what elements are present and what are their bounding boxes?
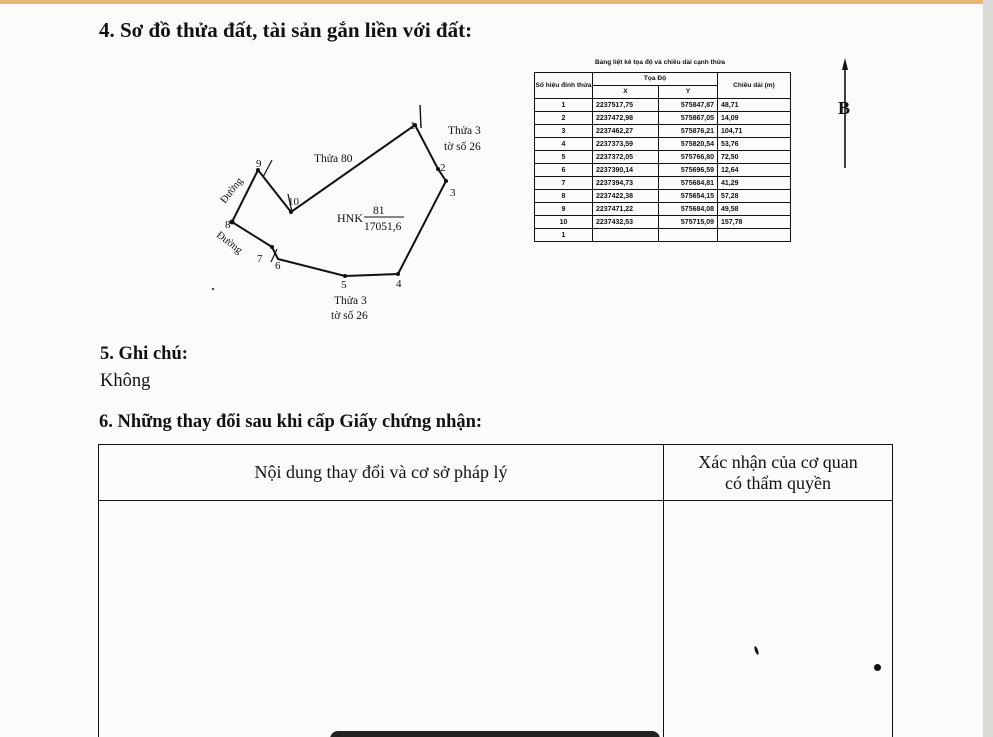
coordinate-row bbox=[535, 112, 791, 125]
coordinate-cell-x: 2237373,59 bbox=[593, 138, 659, 151]
road-label-lower: Đường bbox=[214, 229, 245, 257]
document-page bbox=[0, 4, 983, 737]
coordinate-cell-length: 72,50 bbox=[718, 151, 791, 164]
label-to-so-26-bottom: tờ số 26 bbox=[331, 310, 368, 322]
coordinate-table-title: Bảng liệt kê tọa độ và chiều dài cạnh thửa bbox=[594, 59, 726, 66]
coordinate-cell-length: 48,71 bbox=[718, 99, 791, 112]
vertex-label-7: 7 bbox=[257, 253, 263, 265]
north-label: B bbox=[838, 98, 851, 118]
land-use-code: HNK bbox=[337, 211, 363, 225]
coordinate-cell-length: 53,76 bbox=[718, 138, 791, 151]
coordinate-row bbox=[535, 203, 791, 216]
coordinate-cell-x: 2237471,22 bbox=[593, 203, 659, 216]
coordinate-row bbox=[535, 99, 791, 112]
header-x: X bbox=[593, 86, 659, 99]
vertex-label-9: 9 bbox=[256, 158, 262, 170]
parcel-boundary bbox=[232, 125, 446, 276]
coordinate-cell-x: 2237472,98 bbox=[593, 112, 659, 125]
confirmation-line-2: có thẩm quyền bbox=[725, 472, 831, 493]
coordinate-cell-point: 3 bbox=[535, 125, 593, 138]
coordinate-cell-x: 2237517,75 bbox=[593, 99, 659, 112]
coordinate-cell-point: 10 bbox=[535, 216, 593, 229]
ink-dot bbox=[874, 664, 881, 671]
section-4-heading: 4. Sơ đồ thửa đất, tài sản gắn liền với đất: bbox=[99, 18, 473, 42]
coordinate-row bbox=[535, 216, 791, 229]
coordinate-row bbox=[535, 164, 791, 177]
coordinate-row bbox=[535, 125, 791, 138]
coordinate-cell-y: 575847,87 bbox=[659, 99, 718, 112]
coordinate-cell-point: 4 bbox=[535, 138, 593, 151]
coordinate-cell-point: 7 bbox=[535, 177, 593, 190]
label-thua-3-top: Thửa 3 bbox=[448, 125, 481, 137]
coordinate-cell-point: 1 bbox=[535, 229, 593, 242]
coordinate-cell-x: 2237462,27 bbox=[593, 125, 659, 138]
land-parcel-diagram bbox=[0, 4, 983, 344]
coordinate-row bbox=[535, 229, 791, 242]
coordinate-cell-x: 2237390,14 bbox=[593, 164, 659, 177]
coordinate-cell-x bbox=[593, 229, 659, 242]
coordinate-cell-length: 12,64 bbox=[718, 164, 791, 177]
coordinate-cell-point: 2 bbox=[535, 112, 593, 125]
coordinate-cell-point: 5 bbox=[535, 151, 593, 164]
vertex-label-4: 4 bbox=[396, 278, 402, 290]
coordinate-cell-length: 41,29 bbox=[718, 177, 791, 190]
changes-cell-content bbox=[99, 501, 664, 737]
coordinate-cell-y: 575684,08 bbox=[659, 203, 718, 216]
changes-col-content: Nội dung thay đổi và cơ sở pháp lý bbox=[99, 445, 664, 501]
label-thua-80: Thửa 80 bbox=[314, 153, 353, 165]
coordinate-cell-x: 2237372,05 bbox=[593, 151, 659, 164]
coordinate-cell-length: 104,71 bbox=[718, 125, 791, 138]
label-to-so-26-top: tờ số 26 bbox=[444, 141, 481, 153]
coordinate-cell-y: 575684,81 bbox=[659, 177, 718, 190]
header-y: Y bbox=[659, 86, 718, 99]
header-coords: Tọa Độ bbox=[593, 73, 718, 86]
coordinate-cell-length: 49,58 bbox=[718, 203, 791, 216]
coordinate-cell-length bbox=[718, 229, 791, 242]
coordinate-cell-y: 575766,80 bbox=[659, 151, 718, 164]
vertex-label-5: 5 bbox=[341, 279, 347, 291]
header-length: Chiều dài (m) bbox=[718, 73, 791, 99]
coordinate-cell-x: 2237394,73 bbox=[593, 177, 659, 190]
changes-cell-confirmation bbox=[664, 501, 893, 737]
coordinate-row bbox=[535, 177, 791, 190]
coordinate-row bbox=[535, 138, 791, 151]
section-6-heading: 6. Những thay đổi sau khi cấp Giấy chứng nhận: bbox=[99, 412, 483, 432]
vertex-label-8: 8 bbox=[225, 219, 231, 231]
coordinate-cell-point: 1 bbox=[535, 99, 593, 112]
vertex-label-1: 1 bbox=[410, 120, 416, 132]
coordinate-cell-y: 575715,09 bbox=[659, 216, 718, 229]
section-5-heading: 5. Ghi chú: bbox=[100, 344, 188, 364]
coordinate-cell-y: 575696,59 bbox=[659, 164, 718, 177]
header-point: Số hiệu đỉnh thửa bbox=[535, 73, 593, 99]
coordinate-cell-point: 8 bbox=[535, 190, 593, 203]
label-thua-3-bottom: Thửa 3 bbox=[334, 295, 367, 307]
road-label-upper: Đường bbox=[218, 175, 246, 206]
coordinate-cell-point: 6 bbox=[535, 164, 593, 177]
coordinate-cell-length: 14,09 bbox=[718, 112, 791, 125]
coordinate-cell-y: 575654,15 bbox=[659, 190, 718, 203]
coordinate-cell-y bbox=[659, 229, 718, 242]
coordinate-cell-y: 575867,05 bbox=[659, 112, 718, 125]
coordinate-row bbox=[535, 190, 791, 203]
coordinate-cell-x: 2237422,38 bbox=[593, 190, 659, 203]
vertex-label-6: 6 bbox=[275, 260, 281, 272]
coordinate-cell-y: 575820,54 bbox=[659, 138, 718, 151]
vertex-label-10: 10 bbox=[288, 196, 299, 208]
changes-table bbox=[98, 444, 893, 737]
coordinate-cell-x: 2237432,53 bbox=[593, 216, 659, 229]
coordinate-cell-y: 575876,21 bbox=[659, 125, 718, 138]
changes-col-confirmation bbox=[664, 445, 893, 501]
bottom-overlay-bar bbox=[330, 731, 660, 737]
confirmation-line-1: Xác nhận của cơ quan bbox=[698, 451, 858, 472]
coordinate-cell-point: 9 bbox=[535, 203, 593, 216]
vertex-label-2: 2 bbox=[440, 162, 446, 174]
parcel-number: 81 bbox=[373, 205, 385, 217]
vertex-label-3: 3 bbox=[450, 187, 456, 199]
notes-content: Không bbox=[100, 371, 151, 391]
parcel-area: 17051,6 bbox=[364, 221, 402, 233]
right-scroll-gutter[interactable] bbox=[983, 0, 993, 737]
coordinate-cell-length: 57,28 bbox=[718, 190, 791, 203]
coordinate-table bbox=[534, 72, 791, 242]
coordinate-cell-length: 157,78 bbox=[718, 216, 791, 229]
coordinate-row bbox=[535, 151, 791, 164]
